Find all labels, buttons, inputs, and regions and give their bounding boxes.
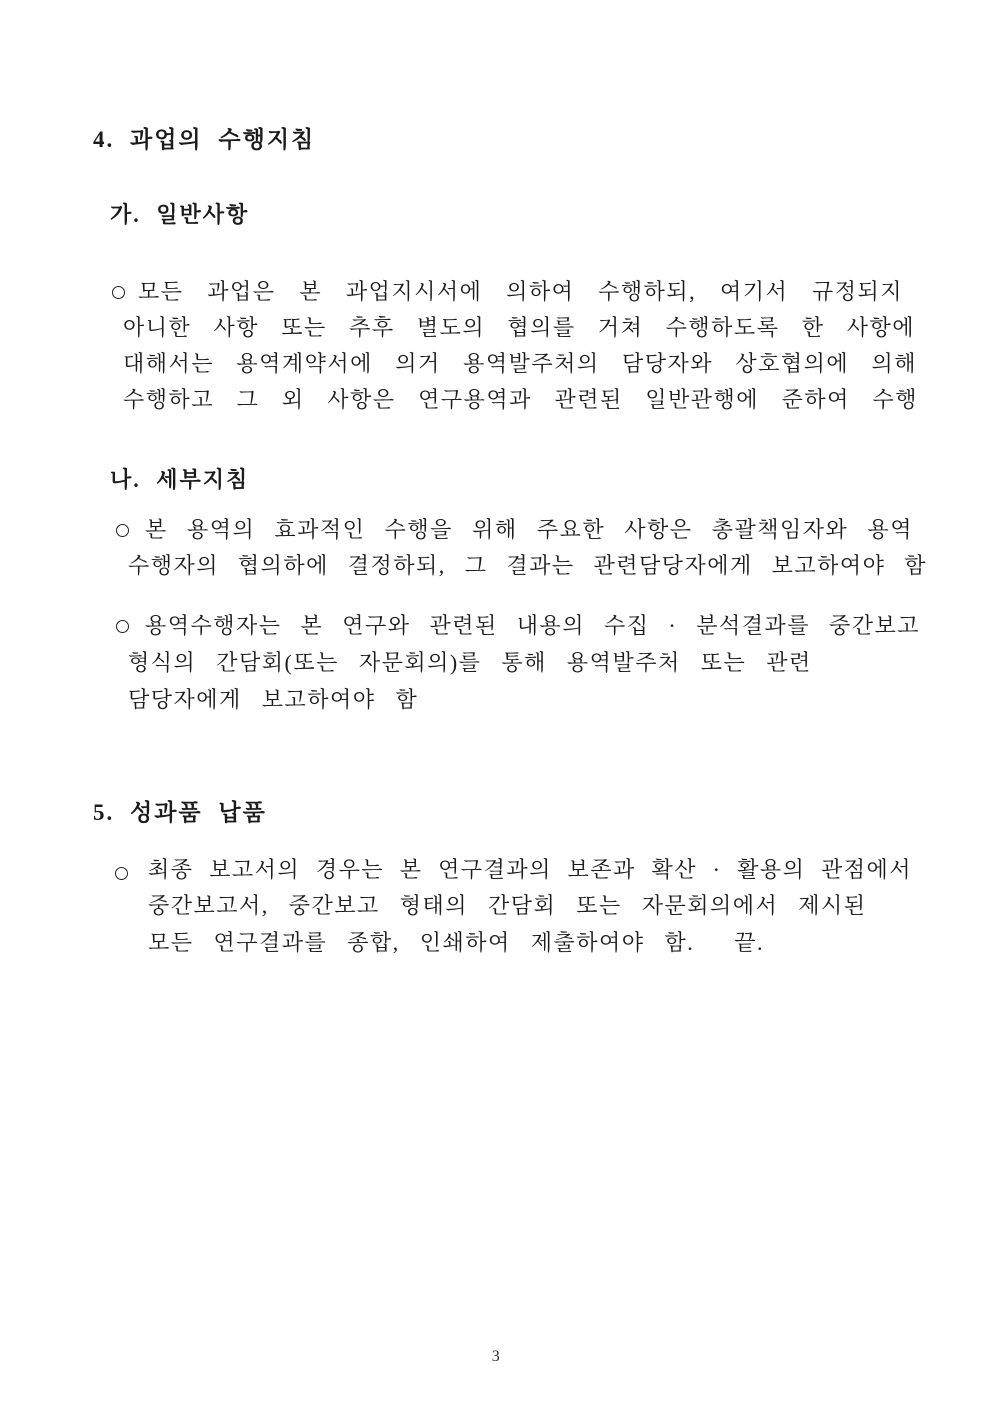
page-number: 3 xyxy=(491,1348,501,1365)
subsection-na-heading: 나. 세부지침 xyxy=(110,467,250,492)
paragraph-line: 모든 연구결과를 종합, 인쇄하여 제출하여야 함. 끝. xyxy=(148,930,765,955)
paragraph-line: 본 용역의 효과적인 수행을 위해 주요한 사항은 총괄책임자와 용역 xyxy=(145,517,913,542)
section-4-heading: 4. 과업의 수행지침 xyxy=(93,127,316,152)
paragraph-line: 아니한 사항 또는 추후 별도의 협의를 거쳐 수행하도록 한 사항에 xyxy=(123,315,915,340)
bullet-circle-marker xyxy=(112,286,125,299)
paragraph-line: 대해서는 용역계약서에 의거 용역발주처의 담당자와 상호협의에 의해 xyxy=(123,351,917,376)
paragraph-line: 형식의 간담회(또는 자문회의)를 통해 용역발주처 또는 관련 xyxy=(128,650,812,675)
bullet-circle-marker xyxy=(116,524,129,537)
paragraph-line: 수행자의 협의하에 결정하되, 그 결과는 관련담당자에게 보고하여야 함 xyxy=(128,553,927,578)
paragraph-line: 모든 과업은 본 과업지시서에 의하여 수행하되, 여기서 규정되지 xyxy=(138,279,903,304)
subsection-ga-heading: 가. 일반사항 xyxy=(110,202,250,227)
paragraph-line: 수행하고 그 외 사항은 연구용역과 관련된 일반관행에 준하여 수행 xyxy=(123,387,918,412)
bullet-circle-marker xyxy=(115,867,128,880)
section-5-heading: 5. 성과품 납품 xyxy=(93,800,267,825)
paragraph-line: 담당자에게 보고하여야 함 xyxy=(128,687,419,712)
paragraph-line: 중간보고서, 중간보고 형태의 간담회 또는 자문회의에서 제시된 xyxy=(148,893,867,918)
bullet-circle-marker xyxy=(116,620,129,633)
paragraph-line: 최종 보고서의 경우는 본 연구결과의 보존과 확산 · 활용의 관점에서 xyxy=(148,857,912,882)
paragraph-line: 용역수행자는 본 연구와 관련된 내용의 수집 · 분석결과를 중간보고 xyxy=(145,613,920,638)
